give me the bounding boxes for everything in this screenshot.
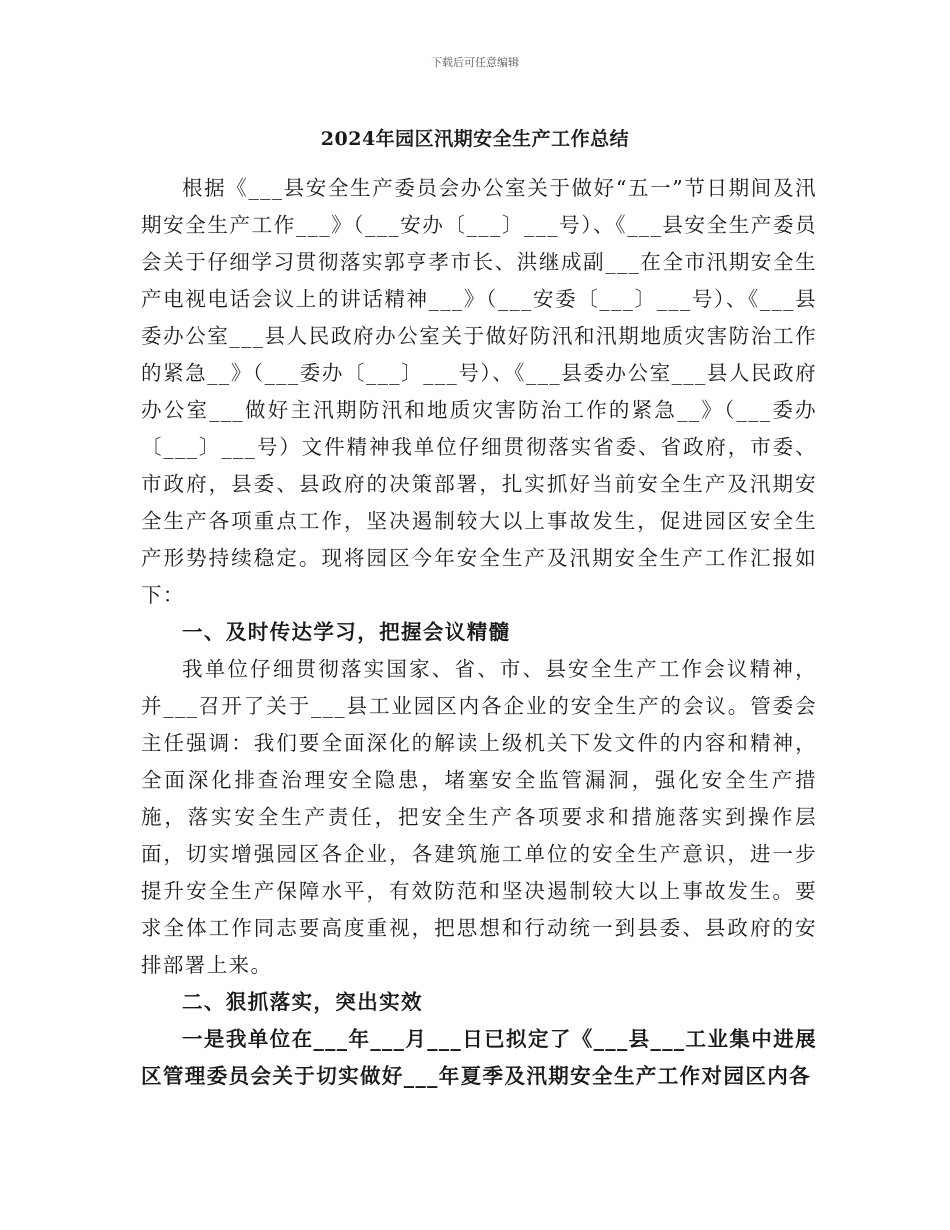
paragraph-section-1: 我单位仔细贯彻落实国家、省、市、县安全生产工作会议精神，并___召开了关于___县工业园区内各企业的安全生产的会议。管委会主任强调：我们要全面深化的解读上级机关下发文件的内容和精神，全面深化排查治理安全隐患，堵塞安全监管漏洞，强化安全生产措施，落实安全生产责任，把安全生产各项要求和措施落实到操作层面，切实增强园区各企业，各建筑施工单位的安全生产意识，进一步提升安全生产保障水平，有效防范和坚决遏制较大以上事故发生。要求全体工作同志要高度重视，把思想和行动统一到县委、县政府的安排部署上来。 [141,657,817,977]
document-body [141,170,817,1095]
document-title: 2024年园区汛期安全生产工作总结 [320,128,630,150]
header-note: 下载后可任意编辑 [431,56,519,69]
paragraph-intro: 根据《___县安全生产委员会办公室关于做好“五一”节日期间及汛期安全生产工作___》（___安办〔___〕___号）、《___县安全生产委员会关于仔细学习贯彻落实郭亨孝市长、洪继成副___在全市汛期安全生产电视电话会议上的讲话精神___》（___安委〔___〕___号）、《___县委办公室___县人民政府办公室关于做好防汛和汛期地质灾害防治工作的紧急__》（___委办〔___〕___号）、《___县委办公室___县人民政府办公室___做好主汛期防汛和地质灾害防治工作的紧急__》（___委办〔___〕___号）文件精神我单位仔细贯彻落实省委、省政府，市委、市政府，县委、县政府的决策部署，扎实抓好当前安全生产及汛期安全生产各项重点工作，坚决遏制较大以上事故发生，促进园区安全生产形势持续稳定。现将园区今年安全生产及汛期安全生产工作汇报如下： [141,176,817,607]
section-heading-2: 二、狠抓落实，突出实效 [182,990,423,1014]
paragraph-section-2: 一是我单位在___年___月___日已拟定了《___县___工业集中进展区管理委员会关于切实做好___年夏季及汛期安全生产工作对园区内各 [141,1027,817,1088]
section-heading-1: 一、及时传达学习，把握会议精髓 [182,620,511,644]
